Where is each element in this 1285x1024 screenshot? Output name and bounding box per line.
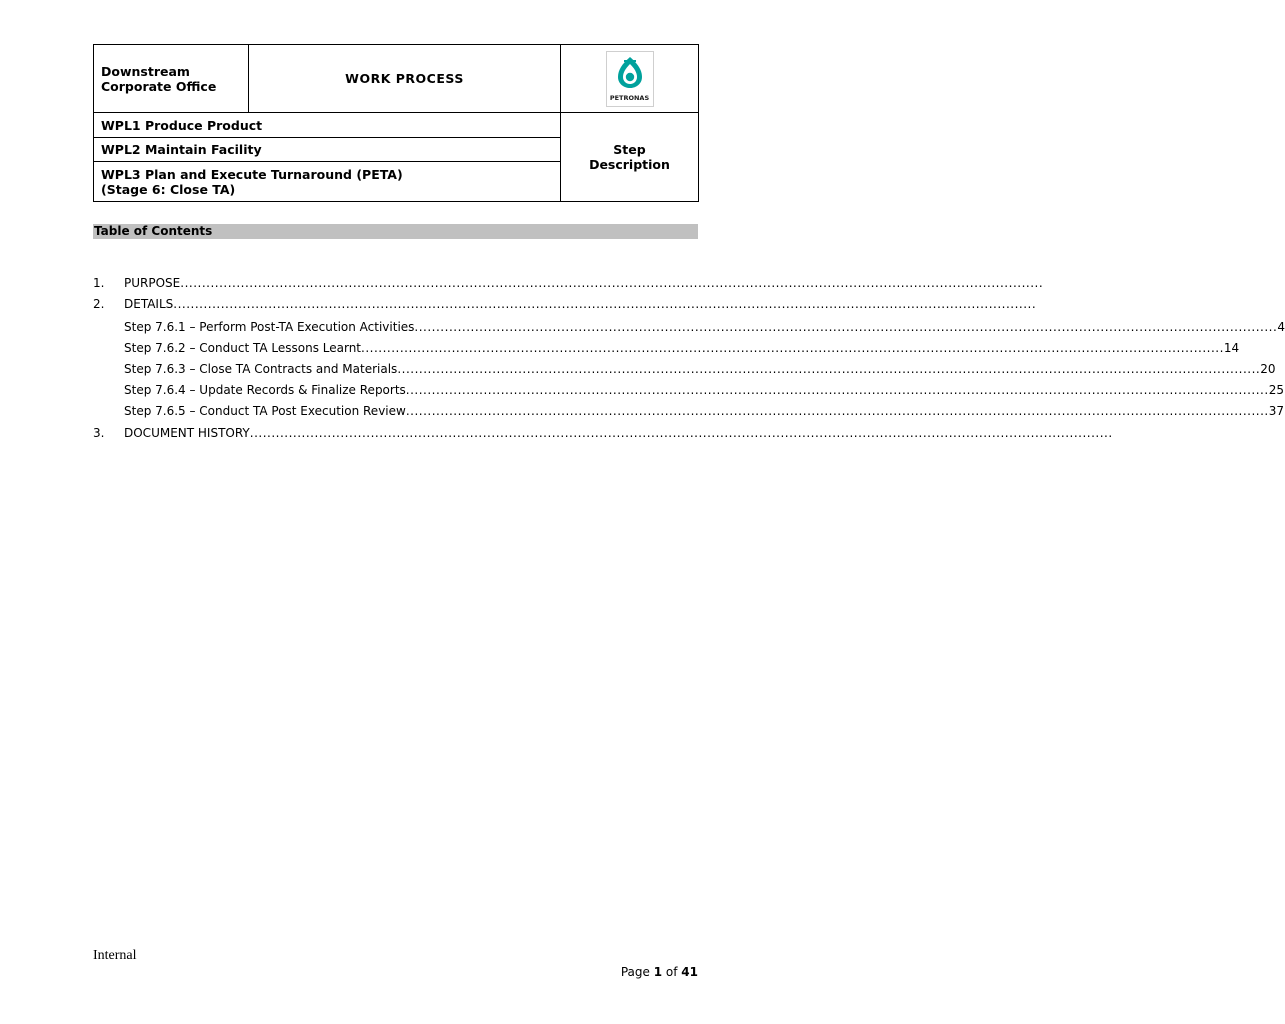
wpl3-line2: (Stage 6: Close TA) (101, 181, 236, 197)
toc-entry-number: 3. (93, 426, 105, 440)
toc-leader-dots: ........................................................................................................................................................................................................ (361, 341, 1224, 355)
page-of: of (665, 965, 678, 979)
toc-leader-dots: ........................................................................................................................................................................................................ (173, 297, 1037, 311)
work-process-title: WORK PROCESS (249, 45, 561, 113)
toc-title: Table of Contents (93, 224, 698, 239)
toc-entry[interactable] (93, 362, 1276, 383)
toc-entry[interactable] (93, 320, 1285, 341)
toc-entry-number: 2. (93, 297, 105, 311)
footer-classification: Internal (93, 948, 137, 963)
page-current: 1 (653, 965, 663, 979)
toc-entry[interactable] (93, 276, 1044, 297)
logo-cell (561, 45, 699, 113)
footer-page-number (621, 965, 698, 979)
step-line1: Step (613, 142, 646, 157)
toc-leader-dots: ........................................................................................................................................................................................................ (249, 426, 1113, 440)
toc-entry-label: Step 7.6.3 – Close TA Contracts and Materials (124, 362, 398, 376)
logo-text: PETRONAS (609, 93, 650, 102)
page-word: Page (620, 965, 650, 979)
wpl3-line1: WPL3 Plan and Execute Turnaround (PETA) (101, 166, 403, 182)
step-description (561, 113, 699, 202)
org-line1: Downstream (101, 63, 190, 79)
toc-entry[interactable] (93, 297, 1037, 318)
petronas-logo (606, 51, 654, 107)
toc-entry-page: 4 (1277, 320, 1285, 334)
toc-leader-dots: ........................................................................................................................................................................................................ (405, 404, 1269, 418)
org-line2: Corporate Office (101, 78, 217, 94)
toc-entry-label: Step 7.6.1 – Perform Post-TA Execution Activities (124, 320, 415, 334)
toc-entry-page: 37 (1268, 404, 1284, 418)
toc-entry[interactable] (93, 426, 1113, 447)
toc-entry[interactable] (93, 383, 1284, 404)
toc-entry-number: 1. (93, 276, 105, 290)
toc-entry-label: DETAILS (124, 297, 174, 311)
toc-entry-label: Step 7.6.5 – Conduct TA Post Execution Review (124, 404, 406, 418)
petronas-logo-icon (616, 56, 644, 90)
toc-entry-label: Step 7.6.4 – Update Records & Finalize Reports (124, 383, 406, 397)
toc-leader-dots: ........................................................................................................................................................................................................ (397, 362, 1261, 376)
wpl2-row: WPL2 Maintain Facility (94, 138, 561, 162)
wpl3-row (94, 162, 561, 202)
page-total: 41 (681, 965, 698, 979)
toc-entry-label: PURPOSE (124, 276, 181, 290)
toc-leader-dots: ........................................................................................................................................................................................................ (180, 276, 1044, 290)
header-table (93, 44, 699, 202)
toc-entry-page: 20 (1260, 362, 1276, 376)
toc-entry-page: 14 (1223, 341, 1240, 355)
step-line2: Description (589, 157, 670, 172)
toc-leader-dots: ........................................................................................................................................................................................................ (405, 383, 1269, 397)
org-name (94, 45, 249, 113)
wpl1-row: WPL1 Produce Product (94, 113, 561, 138)
toc-entry-label: DOCUMENT HISTORY (124, 426, 250, 440)
toc-entry[interactable] (93, 341, 1240, 362)
toc-leader-dots: ........................................................................................................................................................................................................ (414, 320, 1278, 334)
toc-entry-label: Step 7.6.2 – Conduct TA Lessons Learnt (124, 341, 362, 355)
toc-entry-page: 25 (1268, 383, 1284, 397)
toc-entry[interactable] (93, 404, 1284, 425)
